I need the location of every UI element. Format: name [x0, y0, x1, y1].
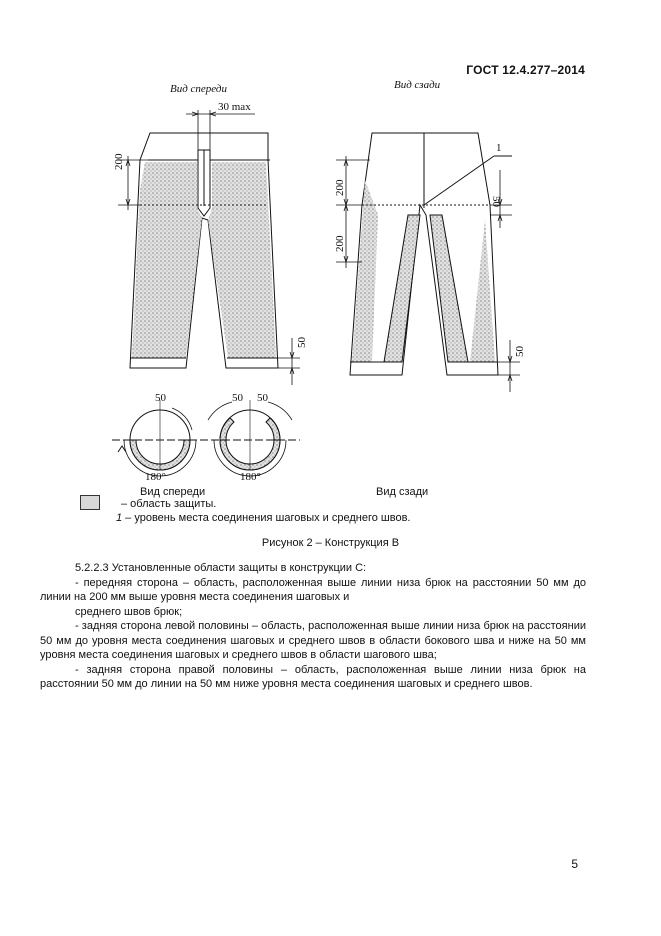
back-50-bottom-label: 50 [514, 346, 526, 357]
legend-level-number: 1 [116, 512, 123, 524]
paragraph-back-right: - задняя сторона правой половины – область, расположенная выше линии низа брюк на расстоянии 50 мм до линии на 50 мм ниже уровня места соединения шаговых и среднего швов. [40, 663, 586, 690]
paragraph-front: - передняя сторона – область, расположенная выше линии низа брюк на расстоянии 50 мм до линии на 200 мм выше уровня места соединения шаговых и [40, 576, 586, 603]
legend-level-text [116, 512, 411, 524]
front-200-label: 200 [113, 153, 125, 170]
right-circle-50a-label: 50 [232, 392, 243, 404]
front-sub-label: Вид спереди [140, 486, 206, 498]
back-50-top-label: 50 [490, 196, 502, 207]
left-leg-section [112, 400, 208, 476]
legend-level-description: – уровень места соединения шаговых и среднего швов. [122, 512, 411, 524]
top-width-label: 30 max [218, 101, 251, 113]
left-circle-50-label: 50 [155, 392, 166, 404]
front-protection-area [132, 162, 202, 358]
figure-caption: Рисунок 2 – Конструкция В [261, 537, 400, 549]
back-view-trousers [350, 133, 512, 375]
right-circle-50b-label: 50 [257, 392, 268, 404]
back-200-upper-label: 200 [334, 179, 346, 196]
legend-protection-text: – область защиты. [121, 498, 217, 510]
paragraph-front-cont: среднего швов брюк; [75, 605, 183, 618]
front-view-title: Вид спереди [170, 83, 227, 95]
back-200-lower-label: 200 [334, 235, 346, 252]
right-leg-section [200, 400, 300, 476]
paragraph-heading: 5.2.2.3 Установленные области защиты в конструкции С: [75, 562, 367, 574]
body-text [40, 561, 586, 692]
left-angle-label: 180° [145, 471, 166, 483]
right-angle-label: 180° [240, 471, 261, 483]
back-view-title: Вид сзади [394, 79, 441, 91]
paragraph-back-left: - задняя сторона левой половины – область, расположенная выше линии низа брюк на расстоянии 50 мм до уровня места соединения шаговых и среднего швов в области бокового шва и ниже на 50 мм уровня места соединения шаговых и среднего швов в области шагового шва; [40, 620, 586, 661]
legend-protection-swatch [80, 495, 100, 510]
front-50-bottom-label: 50 [296, 337, 308, 348]
back-sub-label: Вид сзади [376, 486, 429, 498]
document-standard-number: ГОСТ 12.4.277–2014 [466, 63, 585, 77]
page-number: 5 [571, 857, 578, 871]
front-view-trousers [130, 133, 278, 368]
front-protection-area-right [208, 162, 276, 358]
callout-1-label: 1 [496, 142, 502, 154]
